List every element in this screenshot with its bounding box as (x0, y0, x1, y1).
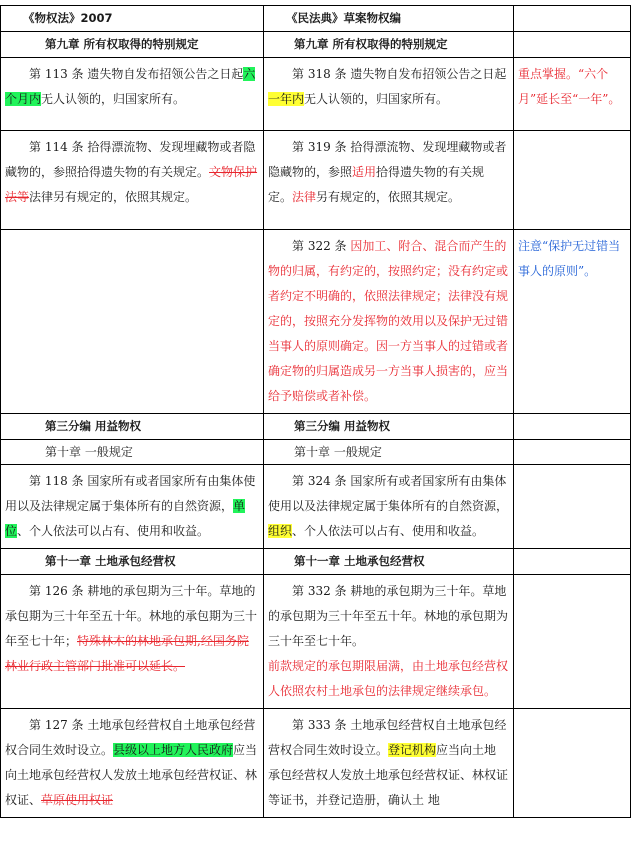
header-row (1, 6, 631, 32)
part-3-right: 第三分编 用益物权 (264, 414, 514, 440)
article-322-row (1, 230, 631, 414)
article-114: 第 114 条 拾得漂流物、发现埋藏物或者隐藏物的，参照拾得遗失物的有关规定。文物保护法等法律另有规定的，依照其规定。 (1, 131, 264, 230)
deleted-text: 特殊林木的林地承包期,经国务院林业行政主管部门批准可以延长。 (5, 634, 249, 673)
article-333: 第 333 条 土地承包经营权自土地承包经营权合同生效时设立。登记机构应当向土地承包经营权人发放土地承包经营权证、林权证等证书，并登记造册，确认土 地 (264, 709, 514, 818)
article-324: 第 324 条 国家所有或者国家所有由集体使用以及法律规定属于集体所有的自然资源，组织、个人依法可以占有、使用和收益。 (264, 465, 514, 549)
chapter-9-row (1, 32, 631, 58)
chapter-11-row (1, 549, 631, 575)
article-127: 第 127 条 土地承包经营权自土地承包经营权合同生效时设立。县级以上地方人民政府应当向土地承包经营权人发放土地承包经营权证、林权证、草原使用权证 (1, 709, 264, 818)
highlight-six-months: 六个月内 (5, 67, 256, 106)
article-318: 第 318 条 遗失物自发布招领公告之日起一年内无人认领的，归国家所有。 (264, 58, 514, 131)
article-113: 第 113 条 遗失物自发布招领公告之日起六个月内无人认领的，归国家所有。 (1, 58, 264, 131)
header-civil-code: 《民法典》草案物权编 (264, 6, 514, 32)
new-text: 因加工、附合、混合而产生的物的归属，有约定的，按照约定；没有约定或者约定不明确的，依照法律规定；法律没有规定的，按照充分发挥物的效用以及保护无过错当事人的原则确定。因一方当事人的过错或者确定物的归属造成另一方当事人损害的，应当给予赔偿或者补偿。 (268, 239, 509, 403)
highlight-registry: 登记机构 (388, 743, 437, 757)
note-318: 重点掌握。“六个月”延长至“一年”。 (514, 58, 631, 131)
note-322: 注意“保护无过错当事人的原则”。 (514, 230, 631, 414)
chapter-9-right: 第九章 所有权取得的特别规定 (264, 32, 514, 58)
header-property-law: 《物权法》2007 (1, 6, 264, 32)
highlight-organization: 组织 (268, 524, 293, 538)
article-113-row (1, 58, 631, 131)
chapter-11-right: 第十一章 土地承包经营权 (264, 549, 514, 575)
comparison-table (0, 5, 631, 818)
chapter-9-left: 第九章 所有权取得的特别规定 (1, 32, 264, 58)
chapter-10-left: 第十章 一般规定 (1, 440, 264, 465)
article-319: 第 319 条 拾得漂流物、发现埋藏物或者隐藏物的，参照适用拾得遗失物的有关规定。法律另有规定的，依照其规定。 (264, 131, 514, 230)
deleted-text: 草原使用权证 (41, 793, 114, 807)
highlight-unit: 单位 (5, 499, 246, 538)
article-322: 第 322 条 因加工、附合、混合而产生的物的归属，有约定的，按照约定；没有约定或者约定不明确的，依照法律规定；法律没有规定的，按照充分发挥物的效用以及保护无过错当事人的原则确定。因一方当事人的过错或者确定物的归属造成另一方当事人损害的，应当给予赔偿或者补偿。 (264, 230, 514, 414)
chapter-10-row (1, 440, 631, 465)
part-3-left: 第三分编 用益物权 (1, 414, 264, 440)
article-114-row (1, 131, 631, 230)
article-126: 第 126 条 耕地的承包期为三十年。草地的承包期为三十年至五十年。林地的承包期为三十年至七十年；特殊林木的林地承包期,经国务院林业行政主管部门批准可以延长。 (1, 575, 264, 709)
part-3-row (1, 414, 631, 440)
article-332: 第 332 条 耕地的承包期为三十年。草地的承包期为三十年至五十年。林地的承包期为三十年至七十年。 前款规定的承包期限届满，由土地承包经营权人依照农村土地承包的法律规定继续承包。 (264, 575, 514, 709)
article-118-row (1, 465, 631, 549)
header-notes (514, 6, 631, 32)
chapter-10-right: 第十章 一般规定 (264, 440, 514, 465)
article-118: 第 118 条 国家所有或者国家所有由集体使用以及法律规定属于集体所有的自然资源，单位、个人依法可以占有、使用和收益。 (1, 465, 264, 549)
deleted-text: 文物保护法等 (5, 165, 258, 204)
highlight-government: 县级以上地方人民政府 (113, 743, 234, 757)
article-127-row (1, 709, 631, 818)
article-126-row (1, 575, 631, 709)
chapter-11-left: 第十一章 土地承包经营权 (1, 549, 264, 575)
highlight-one-year: 一年内 (268, 92, 305, 106)
new-text: 前款规定的承包期限届满，由土地承包经营权人依照农村土地承包的法律规定继续承包。 (268, 659, 509, 698)
